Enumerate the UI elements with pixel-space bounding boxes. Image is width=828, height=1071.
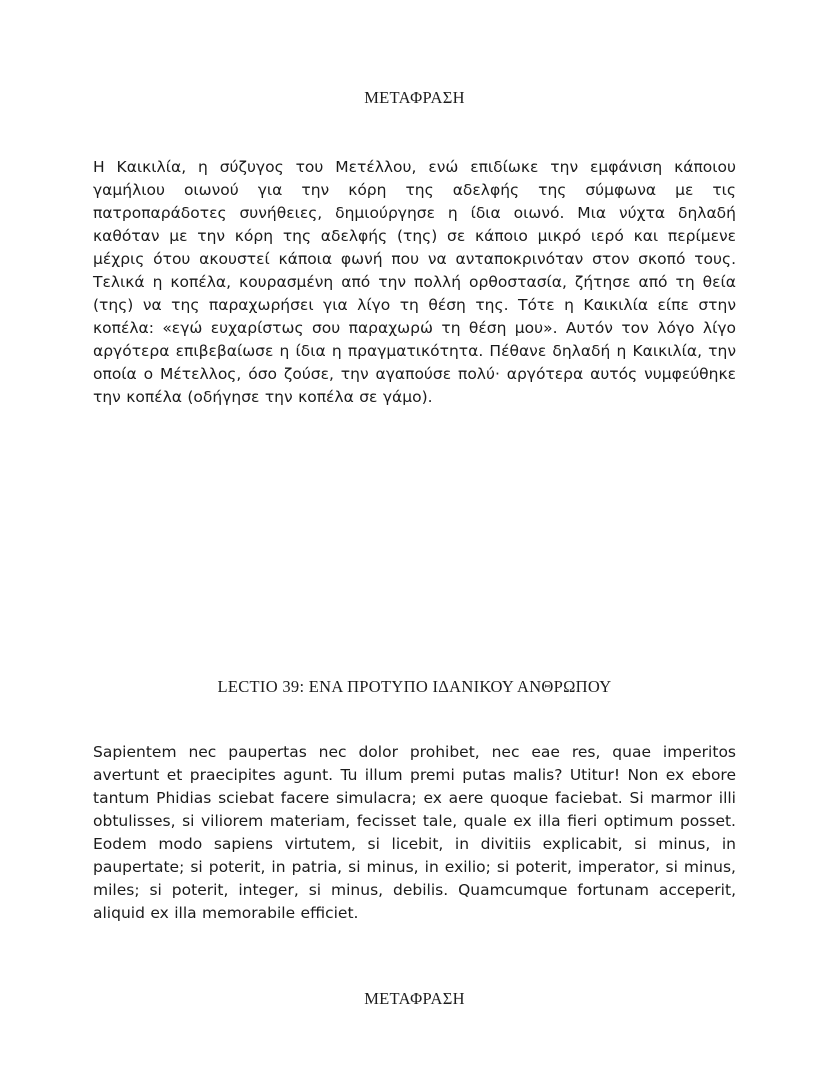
- latin-text-paragraph: Sapientem nec paupertas nec dolor prohibet, nec eae res, quae imperitos avertunt et praecipites agunt. Tu illum premi putas malis? Utitur! Non ex ebore tantum Phidias sciebat facere simulacra; ex aere quoque faciebat. Si marmor illi obtulisses, si viliorem materiam, fecisset tale, quale ex illa fieri optimum posset. Eodem modo sapiens virtutem, si licebit, in divitiis explicabit, si minus, in paupertate; si poterit, in patria, si minus, in exilio; si poterit, imperator, si minus, miles; si poterit, integer, si minus, debilis. Quamcumque fortunam acceperit, aliquid ex illa memorabile efficiet.: [93, 743, 736, 922]
- metafrasi-heading-top: ΜΕΤΑΦΡΑΣΗ: [364, 88, 465, 107]
- greek-translation-paragraph: Η Καικιλία, η σύζυγος του Μετέλλου, ενώ επιδίωκε την εμφάνιση κάποιου γαμήλιου οιωνού για την κόρη της αδελφής της σύμφωνα με τις πατροπαράδοτες συνήθειες, δημιούργησε η ίδια οιωνό. Μια νύχτα δηλαδή καθόταν με την κόρη της αδελφής (της) σε κάποιο μικρό ιερό και περίμενε μέχρις ότου ακουστεί κάποια φωνή που να ανταποκρινόταν στον σκοπό τους. Τελικά η κοπέλα, κουρασμένη από την πολλή ορθοστασία, ζήτησε από τη θεία (της) να της παραχωρήσει για λίγο τη θέση της. Τότε η Καικιλία είπε στην κοπέλα: «εγώ ευχαρίστως σου παραχωρώ τη θέση μου». Αυτόν τον λόγο λίγο αργότερα επιβεβαίωσε η ίδια η πραγματικότητα. Πέθανε δηλαδή η Καικιλία, την οποία ο Μέτελλος, όσο ζούσε, την αγαπούσε πολύ· αργότερα αυτός νυμφεύθηκε την κοπέλα (οδήγησε την κοπέλα σε γάμο).: [93, 158, 736, 406]
- lectio-39-heading: LECTIO 39: ΕΝΑ ΠΡΟΤΥΠΟ ΙΔΑΝΙΚΟΥ ΑΝΘΡΩΠΟΥ: [217, 677, 612, 696]
- metafrasi-heading-bottom: ΜΕΤΑΦΡΑΣΗ: [364, 989, 465, 1008]
